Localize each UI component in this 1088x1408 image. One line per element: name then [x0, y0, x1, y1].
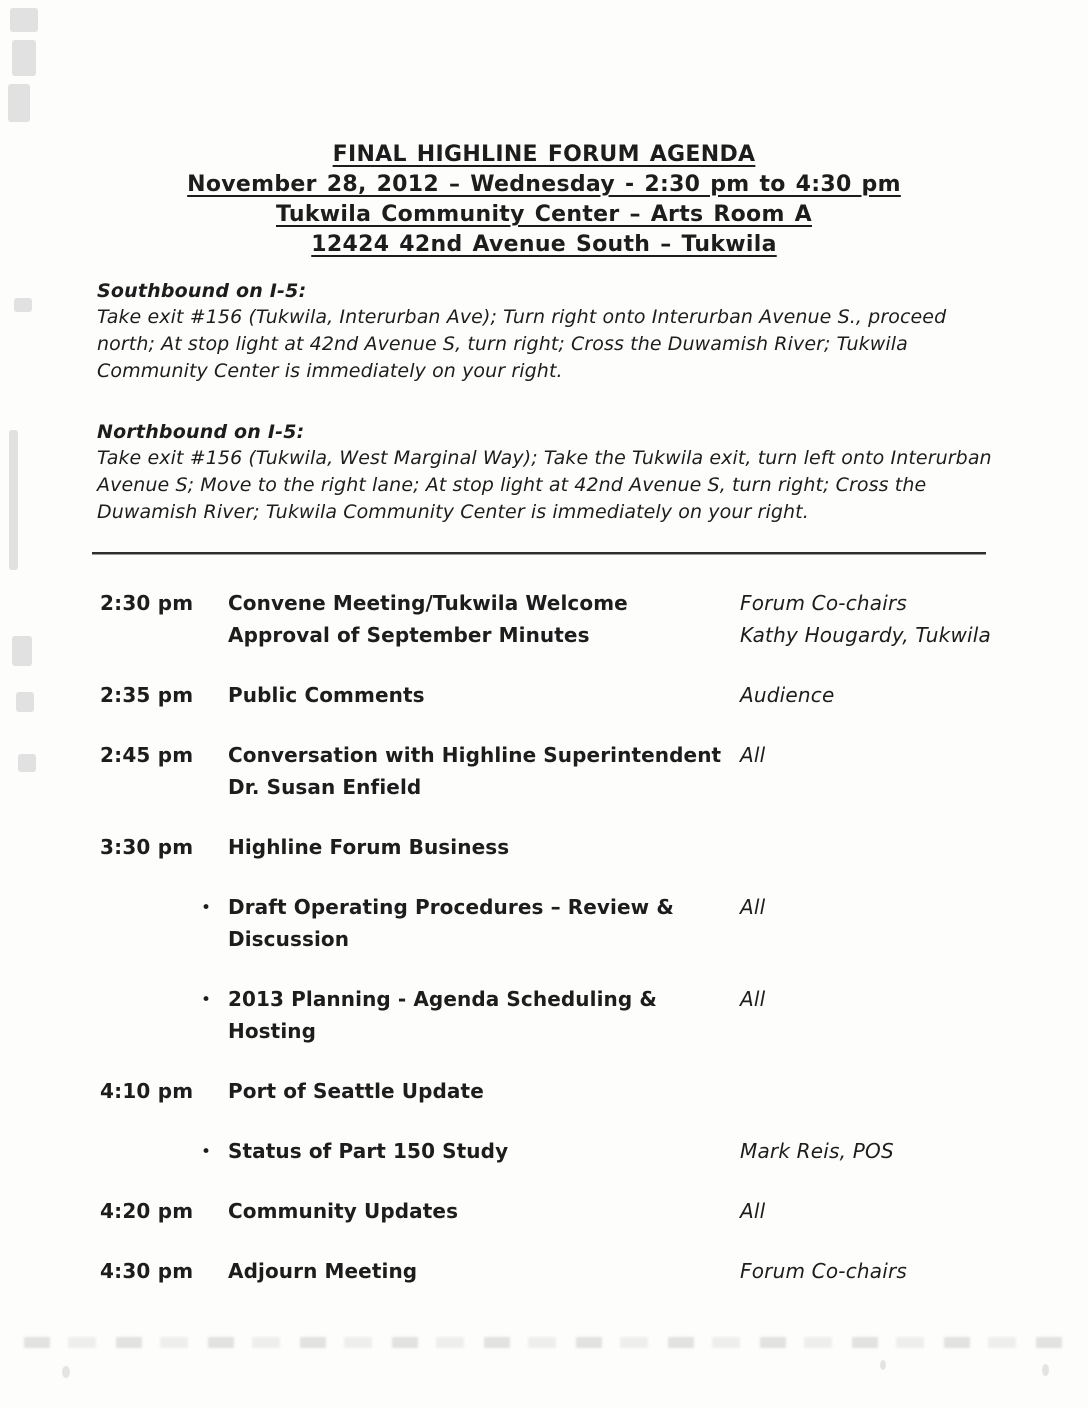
bullet-icon: •	[201, 990, 212, 1010]
agenda-topic-line: Adjourn Meeting	[228, 1259, 418, 1283]
southbound-body: Take exit #156 (Tukwila, Interurban Ave); Turn right onto Interurban Avenue S., proceed north; At stop light at 42nd Avenue S, turn right; Cross the Duwamish River; Tukwila Community Center is immediately on your right.	[97, 306, 947, 382]
agenda-topic-line: Approval of September Minutes	[228, 623, 590, 647]
southbound-heading: Southbound on I-5:	[97, 280, 307, 302]
agenda-topic-line: Conversation with Highline Superintendent	[228, 743, 722, 767]
divider-rule	[92, 552, 986, 555]
document-title: FINAL HIGHLINE FORUM AGENDA	[332, 142, 756, 167]
agenda-presenter-line: Mark Reis, POS	[740, 1139, 894, 1163]
scan-speck	[1042, 1364, 1049, 1376]
agenda-topic-line: Public Comments	[228, 683, 425, 707]
agenda-presenter	[740, 679, 1005, 711]
document-header	[0, 140, 1088, 260]
agenda-topic	[201, 983, 740, 1047]
document-venue: Tukwila Community Center – Arts Room A	[276, 202, 812, 227]
scan-artifact	[18, 754, 36, 772]
agenda-time: 2:45 pm	[100, 743, 194, 767]
agenda-presenter-line: Forum Co-chairs	[740, 1259, 908, 1283]
bullet-icon: •	[201, 898, 212, 918]
agenda-presenter-line: All	[740, 1199, 766, 1223]
agenda-presenter	[740, 831, 1005, 863]
agenda-presenter-line: Kathy Hougardy, Tukwila	[740, 623, 991, 647]
scan-artifact	[12, 636, 32, 666]
agenda-topic	[201, 891, 740, 955]
document-address: 12424 42nd Avenue South – Tukwila	[311, 232, 777, 257]
agenda-presenter	[740, 891, 1005, 955]
agenda-topic-line: Highline Forum Business	[228, 835, 510, 859]
agenda-presenter-line: Audience	[740, 683, 835, 707]
agenda-topic-line: 2013 Planning - Agenda Scheduling & Hosting	[228, 987, 657, 1043]
agenda-time: 3:30 pm	[100, 835, 194, 859]
agenda-topic	[228, 587, 740, 651]
agenda-row	[100, 587, 1005, 651]
scan-artifact	[9, 430, 18, 570]
agenda-time: 4:10 pm	[100, 1079, 194, 1103]
agenda-row	[100, 1075, 1005, 1107]
scan-speck	[880, 1360, 886, 1370]
scan-artifact	[14, 298, 32, 312]
scan-artifact	[16, 692, 34, 712]
agenda-presenter	[740, 587, 1005, 651]
agenda-time: 2:35 pm	[100, 683, 194, 707]
scan-speck	[62, 1366, 70, 1378]
scan-noise-band	[24, 1337, 1064, 1348]
agenda-presenter-line: All	[740, 743, 766, 767]
directions-section	[97, 278, 1002, 560]
agenda-presenter-line: All	[740, 987, 766, 1011]
agenda-topic	[228, 831, 740, 863]
agenda-topic-line: Community Updates	[228, 1199, 459, 1223]
agenda-topic	[228, 739, 740, 803]
agenda-time: 4:30 pm	[100, 1259, 194, 1283]
agenda-topic-line: Draft Operating Procedures – Review &	[228, 895, 674, 919]
agenda-topic-line: Dr. Susan Enfield	[228, 775, 422, 799]
document-datetime: November 28, 2012 – Wednesday - 2:30 pm to 4:30 pm	[187, 172, 901, 197]
agenda-presenter	[740, 983, 1005, 1047]
agenda-topic	[228, 679, 740, 711]
agenda-presenter	[740, 1255, 1005, 1287]
agenda-topic-line: Port of Seattle Update	[228, 1079, 484, 1103]
agenda-row	[100, 983, 1005, 1047]
bullet-icon: •	[201, 1142, 212, 1162]
agenda-topic	[228, 1255, 740, 1287]
agenda-row	[100, 1135, 1005, 1167]
agenda-row	[100, 831, 1005, 863]
agenda-row	[100, 1255, 1005, 1287]
agenda-topic-line: Status of Part 150 Study	[228, 1139, 509, 1163]
agenda-presenter	[740, 739, 1005, 803]
agenda-presenter	[740, 1075, 1005, 1107]
agenda-presenter	[740, 1135, 1005, 1167]
agenda-row	[100, 739, 1005, 803]
agenda-presenter-line: Forum Co-chairs	[740, 591, 908, 615]
agenda-topic	[228, 1075, 740, 1107]
agenda-time: 2:30 pm	[100, 591, 194, 615]
agenda-topic-line: Convene Meeting/Tukwila Welcome	[228, 591, 628, 615]
agenda-time: 4:20 pm	[100, 1199, 194, 1223]
agenda-topic-line: Discussion	[228, 927, 350, 951]
agenda-row	[100, 891, 1005, 955]
agenda-row	[100, 1195, 1005, 1227]
agenda-topic	[201, 1135, 740, 1167]
scan-artifact	[12, 40, 36, 76]
northbound-heading: Northbound on I-5:	[97, 421, 305, 443]
agenda-presenter	[740, 1195, 1005, 1227]
agenda-presenter-line: All	[740, 895, 766, 919]
agenda-topic	[228, 1195, 740, 1227]
northbound-body: Take exit #156 (Tukwila, West Marginal Way); Take the Tukwila exit, turn left onto Interurban Avenue S; Move to the right lane; At stop light at 42nd Avenue S, turn right; Cross the Duwamish River; Tukwila Community Center is immediately on your right.	[97, 447, 992, 523]
agenda-row	[100, 679, 1005, 711]
scan-artifact	[8, 84, 30, 122]
agenda-table	[100, 587, 1005, 1315]
scan-artifact	[10, 8, 38, 32]
